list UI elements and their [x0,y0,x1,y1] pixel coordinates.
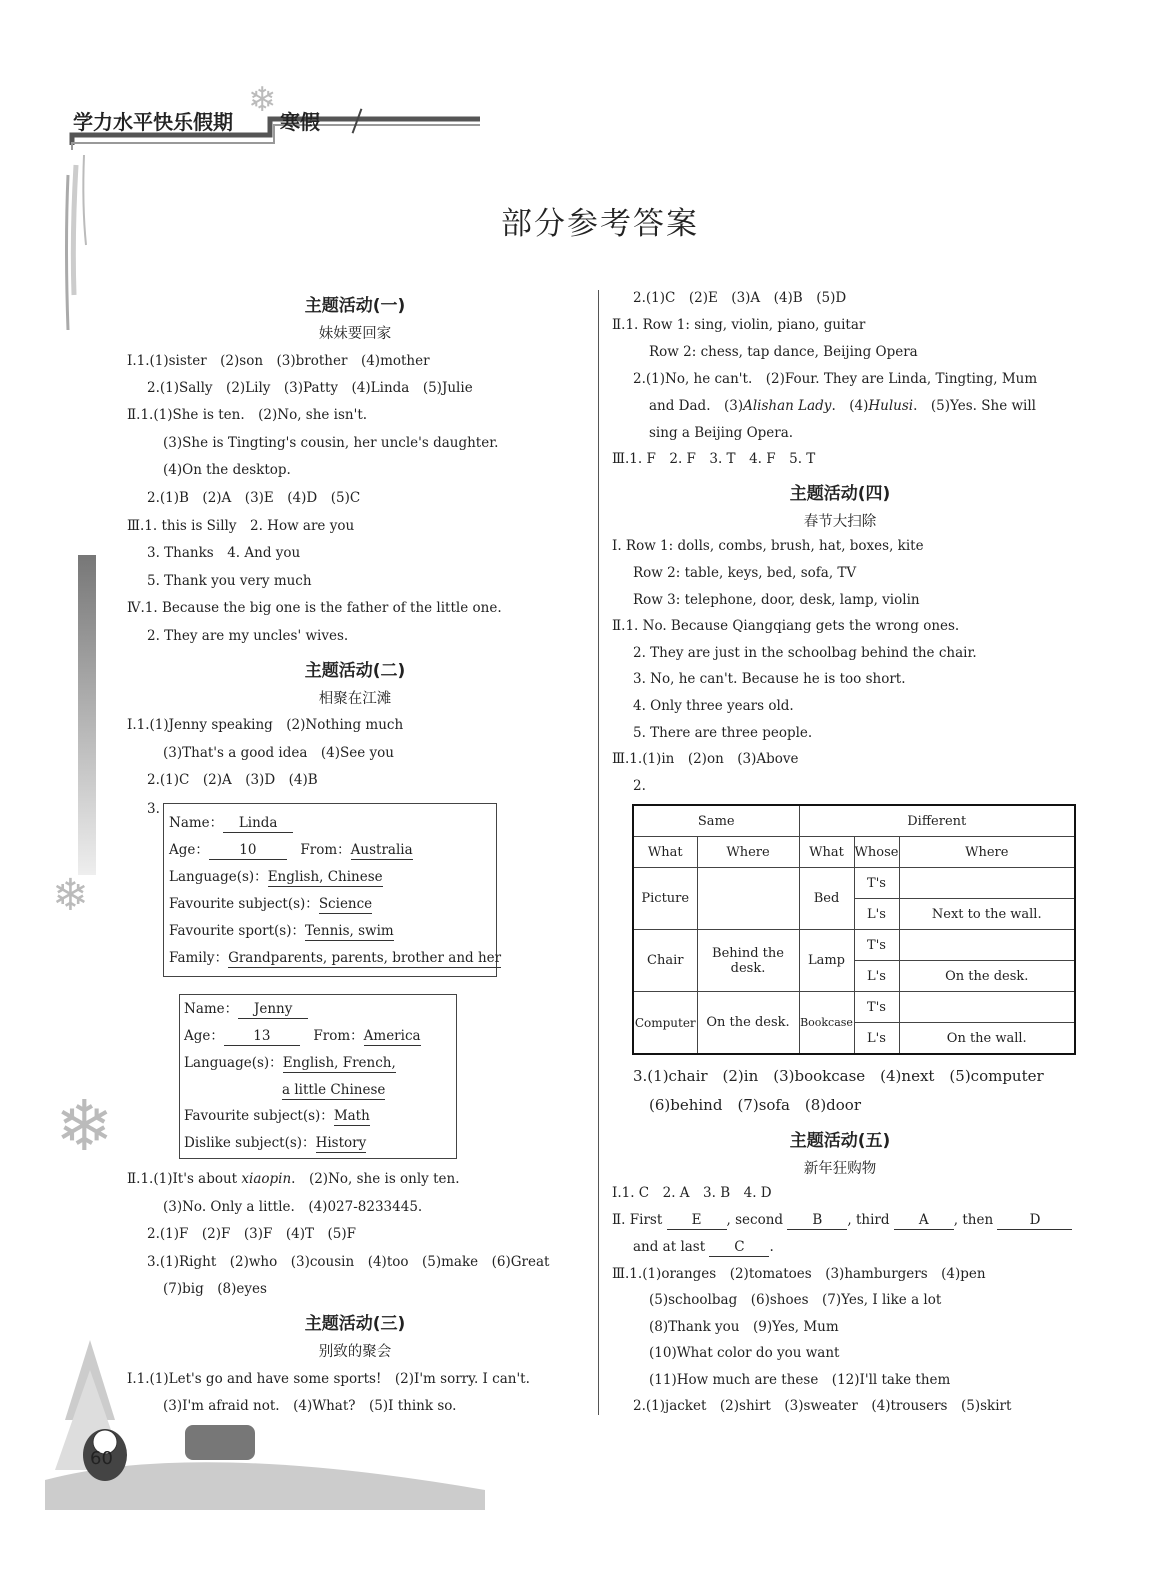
card-value: Tennis, swim [304,923,394,939]
table-cell [697,868,799,930]
fill-blank-line [633,1238,774,1257]
text-run: , third [847,1212,890,1228]
answer-line: Ⅰ.1.(1)Let's go and have some sports! (2)I'm sorry. I can't. [127,1371,530,1387]
card-value: English, French, [282,1055,396,1071]
answer-line: Ⅰ. Row 1: dolls, combs, brush, hat, boxes, kite [612,538,924,554]
answer-line: 5. There are three people. [633,725,813,741]
column-divider [598,290,599,1415]
card-value: America [363,1028,421,1044]
table-header-same: Same [633,805,799,837]
card-value: Australia [350,842,413,858]
card-label: From： [300,842,351,858]
table-cell: On the wall. [899,1023,1075,1055]
answer-line: (4)On the desktop. [163,462,291,478]
table-col-header: What [633,837,697,868]
text-run: , then [953,1212,994,1228]
answer-line: Ⅱ.1.(1)She is ten. (2)No, she isn't. [127,407,368,423]
blank-answer: C [709,1238,769,1257]
answer-line: 3.(1)Right (2)who (3)cousin (4)too (5)make (6)Great [147,1254,550,1270]
snowflake-icon: ❄ [52,870,89,921]
card-label: Age： [169,842,209,858]
table-cell: On the desk. [697,992,799,1055]
table-cell: L's [854,899,899,930]
blank-answer: E [667,1211,727,1230]
answer-line: (10)What color do you want [649,1345,840,1361]
text-run: . (5)Yes. She will [913,398,1036,414]
comparison-table [632,804,1076,1055]
section-title: 主题活动(三) [304,1314,406,1334]
blank-answer: B [787,1211,847,1230]
table-cell: Computer [633,992,697,1055]
card-value: History [315,1135,367,1151]
table-cell [899,930,1075,961]
answer-line: 2.(1)C (2)E (3)A (4)B (5)D [633,290,847,306]
text-run: xiaopin [241,1171,292,1187]
table-col-header: Whose [854,837,899,868]
card-row [184,1054,396,1073]
table-cell: T's [854,992,899,1023]
answer-line: Row 2: table, keys, bed, sofa, TV [633,565,857,581]
card-value: a little Chinese [282,1082,386,1098]
section-title: 主题活动(五) [789,1131,891,1151]
table-cell [899,868,1075,899]
table-cell: Bookcase [799,992,854,1055]
answer-line: 3.(1)chair (2)in (3)bookcase (4)next (5)computer [633,1067,1044,1085]
table-cell: L's [854,1023,899,1055]
card-label: Language(s)： [169,869,268,885]
answer-line: (11)How much are these (12)I'll take them [649,1372,951,1388]
answer-line: (3)No. Only a little. (4)027-8233445. [163,1199,423,1215]
answer-line: Ⅲ.1.(1)in (2)on (3)Above [612,751,799,767]
text-run: Alishan Lady [743,398,832,414]
answer-line: 2. [633,778,646,794]
text-run: Ⅱ.1.(1)It's about [127,1171,242,1187]
blank-answer: A [894,1211,954,1230]
answer-line: (3)That's a good idea (4)See you [163,745,394,761]
table-cell: Next to the wall. [899,899,1075,930]
blank-answer: D [997,1211,1072,1230]
table-cell: T's [854,930,899,961]
table-cell: Lamp [799,930,854,992]
card-value: Jenny [238,1000,308,1019]
answer-line: 2. They are just in the schoolbag behind the chair. [633,645,977,661]
card-row [169,922,394,941]
card-row [184,1134,366,1153]
section-title: 主题活动(一) [304,296,406,316]
card-row [184,1027,421,1046]
table-header-different: Different [799,805,1075,837]
text-run: Ⅱ. First [612,1212,663,1228]
card-row [184,1000,308,1019]
snowflake-icon: ❄ [55,1085,114,1167]
text-run: . (2)No, she is only ten. [291,1171,460,1187]
section-subtitle: 别致的聚会 [318,1344,392,1360]
page-title: 部分参考答案 [501,206,699,242]
table-cell: Bed [799,868,854,930]
table-cell: Picture [633,868,697,930]
text-run: . [769,1239,774,1255]
card-label: From： [313,1028,364,1044]
card-value: Math [333,1108,370,1124]
section-title: 主题活动(二) [304,661,406,681]
snowflake-icon: ❄ [248,80,277,120]
answer-line: 3. [147,801,160,817]
card-label: Favourite subject(s)： [184,1108,334,1124]
card-value: 10 [209,841,287,860]
card-row [169,841,413,860]
answer-line: Ⅲ.1. this is Silly 2. How are you [127,518,355,534]
text-run: and at last [633,1239,706,1255]
page-number: 60 [90,1448,113,1469]
answer-line: 2.(1)No, he can't. (2)Four. They are Linda, Tingting, Mum [633,371,1038,387]
answer-line: Ⅱ.1. No. Because Qiangqiang gets the wrong ones. [612,618,960,634]
card-row [169,868,383,887]
fill-blank-line [612,1211,1072,1230]
answer-line: (3)She is Tingting's cousin, her uncle's daughter. [163,435,499,451]
card-label: Family： [169,950,229,966]
table-col-header: Where [697,837,799,868]
answer-line: 2. They are my uncles' wives. [147,628,349,644]
answer-line [127,1170,460,1188]
answer-line: 4. Only three years old. [633,698,794,714]
answer-line: Ⅰ.1.(1)Jenny speaking (2)Nothing much [127,717,404,733]
header-brand: 学力水平快乐假期 [73,110,233,134]
text-run: , second [726,1212,784,1228]
answer-line: 2.(1)Sally (2)Lily (3)Patty (4)Linda (5)Julie [147,380,473,396]
card-row [169,895,372,914]
text-run: and Dad. (3) [649,398,744,414]
answer-line: Row 3: telephone, door, desk, lamp, violin [633,592,920,608]
card-row [169,814,293,833]
answer-line: 5. Thank you very much [147,573,312,589]
table-cell: Behind the desk. [697,930,799,992]
card-value: English, Chinese [267,869,383,885]
table-cell: On the desk. [899,961,1075,992]
card-value: 13 [224,1027,300,1046]
section-subtitle: 相聚在江滩 [318,691,392,707]
card-row [184,1107,370,1126]
answer-line: Ⅱ.1. Row 1: sing, violin, piano, guitar [612,317,866,333]
answer-line: Ⅳ.1. Because the big one is the father of the little one. [127,600,502,616]
header-season: 寒假 [280,110,320,134]
table-cell [899,992,1075,1023]
text-run: Hulusi [868,398,914,414]
table-cell: Chair [633,930,697,992]
answer-line [649,397,1036,415]
card-label: Name： [169,815,224,831]
answer-line: (3)I'm afraid not. (4)What? (5)I think so. [163,1398,457,1414]
answer-line: Ⅲ.1. F 2. F 3. T 4. F 5. T [612,451,816,467]
card-label: Age： [184,1028,224,1044]
answer-line: 2.(1)C (2)A (3)D (4)B [147,772,318,788]
answer-line: 3. Thanks 4. And you [147,545,301,561]
section-subtitle: 妹妹要回家 [318,326,392,342]
table-cell: L's [854,961,899,992]
answer-line: (6)behind (7)sofa (8)door [649,1096,861,1114]
text-run: . (4) [831,398,869,414]
card-row [169,949,501,968]
card-label: Favourite sport(s)： [169,923,305,939]
card-label: Language(s)： [184,1055,283,1071]
answer-line: 2.(1)jacket (2)shirt (3)sweater (4)trousers (5)skirt [633,1398,1012,1414]
answer-line: 3. No, he can't. Because he is too short. [633,671,906,687]
answer-line: sing a Beijing Opera. [649,425,794,441]
card-value: Science [318,896,373,912]
section-subtitle: 春节大扫除 [803,514,877,530]
answer-line: 2.(1)B (2)A (3)E (4)D (5)C [147,490,361,506]
answer-line: Row 2: chess, tap dance, Beijing Opera [649,344,918,360]
card-value: Linda [223,814,293,833]
answer-line: Ⅰ.1. C 2. A 3. B 4. D [612,1185,772,1201]
card-row [282,1081,385,1100]
card-value: Grandparents, parents, brother and her [228,950,502,966]
card-label: Name： [184,1001,239,1017]
card-label: Dislike subject(s)： [184,1135,316,1151]
table-col-header: What [799,837,854,868]
answer-line: Ⅲ.1.(1)oranges (2)tomatoes (3)hamburgers (4)pen [612,1266,986,1282]
answer-line: 2.(1)F (2)F (3)F (4)T (5)F [147,1226,356,1242]
table-col-header: Where [899,837,1075,868]
section-subtitle: 新年狂购物 [803,1161,877,1177]
card-label: Favourite subject(s)： [169,896,319,912]
side-gradient-bar [78,555,96,875]
section-title: 主题活动(四) [789,484,891,504]
answer-line: (7)big (8)eyes [163,1281,267,1297]
table-cell: T's [854,868,899,899]
answer-line: (8)Thank you (9)Yes, Mum [649,1319,839,1335]
answer-line: (5)schoolbag (6)shoes (7)Yes, I like a lot [649,1292,942,1308]
answer-line: Ⅰ.1.(1)sister (2)son (3)brother (4)mother [127,353,430,369]
